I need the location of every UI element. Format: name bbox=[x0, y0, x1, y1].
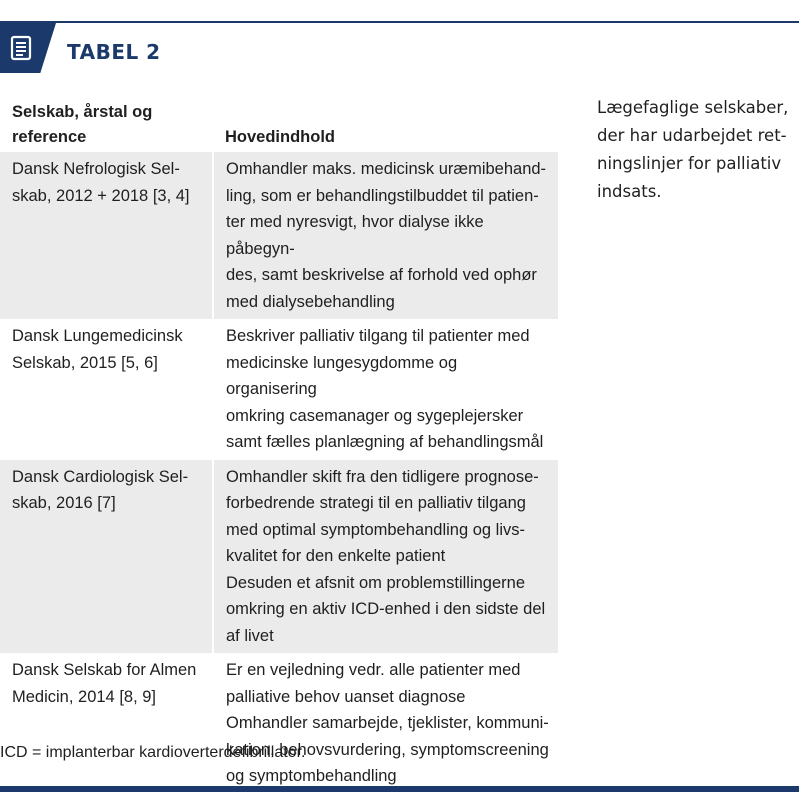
content-cell bbox=[213, 319, 558, 460]
cell-line: Beskriver palliativ tilgang til patienter med bbox=[226, 327, 530, 345]
table-title: TABEL 2 bbox=[67, 40, 161, 64]
column-header-society bbox=[0, 98, 213, 152]
cell-line: med dialysebehandling bbox=[226, 292, 395, 311]
content-cell bbox=[213, 152, 558, 319]
cell-line: medicinske lungesygdomme og organisering bbox=[226, 353, 458, 398]
column-header-content bbox=[213, 98, 558, 152]
header-line: Hovedindhold bbox=[225, 128, 335, 146]
table-row bbox=[0, 152, 558, 319]
cell-line: ling, som er behandlingstilbuddet til patien- bbox=[226, 186, 539, 205]
cell-line: Omhandler skift fra den tidligere prognose- bbox=[226, 467, 539, 486]
table-header-row bbox=[0, 98, 558, 152]
header-line: Selskab, årstal og bbox=[12, 103, 153, 121]
cell-line: des, samt beskrivelse af forhold ved ophør bbox=[226, 266, 537, 284]
cell-line: kvalitet for den enkelte patient bbox=[226, 547, 446, 565]
society-cell bbox=[0, 653, 213, 794]
society-cell bbox=[0, 319, 213, 460]
cell-line: og symptombehandling bbox=[226, 767, 397, 785]
table-row bbox=[0, 460, 558, 654]
table-row bbox=[0, 319, 558, 460]
cell-line: omkring casemanager og sygeplejersker bbox=[226, 406, 524, 425]
cell-line: Desuden et afsnit om problemstillingerne bbox=[226, 573, 525, 592]
society-cell bbox=[0, 460, 213, 654]
cell-line: Dansk Selskab for Almen bbox=[12, 661, 197, 679]
top-rule bbox=[0, 21, 799, 23]
cell-line: palliative behov uanset diagnose bbox=[226, 687, 466, 706]
cell-line: samt fælles planlægning af behandlingsmål bbox=[226, 433, 544, 451]
cell-line: omkring en aktiv ICD-enhed i den sidste del bbox=[226, 600, 546, 618]
cell-line: Dansk Nefrologisk Sel- bbox=[12, 160, 180, 178]
cell-line: Omhandler maks. medicinsk uræmibehand- bbox=[226, 160, 547, 178]
society-cell bbox=[0, 152, 213, 319]
cell-line: ter med nyresvigt, hvor dialyse ikke påbegyn- bbox=[226, 213, 484, 258]
cell-line: kation, behovsvurdering, symptomscreening bbox=[226, 740, 549, 759]
caption-line: ningslinjer for palliativ bbox=[597, 154, 782, 173]
cell-line: Selskab, 2015 [5, 6] bbox=[12, 353, 158, 372]
cell-line: Medicin, 2014 [8, 9] bbox=[12, 687, 157, 706]
cell-line: Omhandler samarbejde, tjeklister, kommuni- bbox=[226, 714, 549, 732]
table-footnote: ICD = implanterbar kardioverterdefibrillator. bbox=[0, 744, 306, 761]
bottom-rule bbox=[0, 786, 799, 792]
table-row bbox=[0, 653, 558, 794]
cell-line: Dansk Lungemedicinsk bbox=[12, 327, 183, 345]
caption-line: Lægefaglige selskaber, bbox=[597, 98, 789, 117]
cell-line: med optimal symptombehandling og livs- bbox=[226, 520, 525, 539]
cell-line: af livet bbox=[226, 626, 274, 645]
cell-line: skab, 2016 [7] bbox=[12, 494, 116, 512]
caption-line: indsats. bbox=[597, 182, 662, 201]
header-line: reference bbox=[12, 128, 87, 146]
caption-line: der har udarbejdet ret- bbox=[597, 126, 787, 145]
cell-line: forbedrende strategi til en palliativ tilgang bbox=[226, 494, 526, 512]
content-cell bbox=[213, 653, 558, 794]
side-caption bbox=[597, 94, 797, 206]
cell-line: Er en vejledning vedr. alle patienter med bbox=[226, 661, 521, 679]
document-list-icon bbox=[10, 35, 32, 61]
cell-line: skab, 2012 + 2018 [3, 4] bbox=[12, 186, 190, 205]
content-cell bbox=[213, 460, 558, 654]
cell-line: Dansk Cardiologisk Sel- bbox=[12, 467, 189, 486]
guidelines-table bbox=[0, 98, 558, 794]
